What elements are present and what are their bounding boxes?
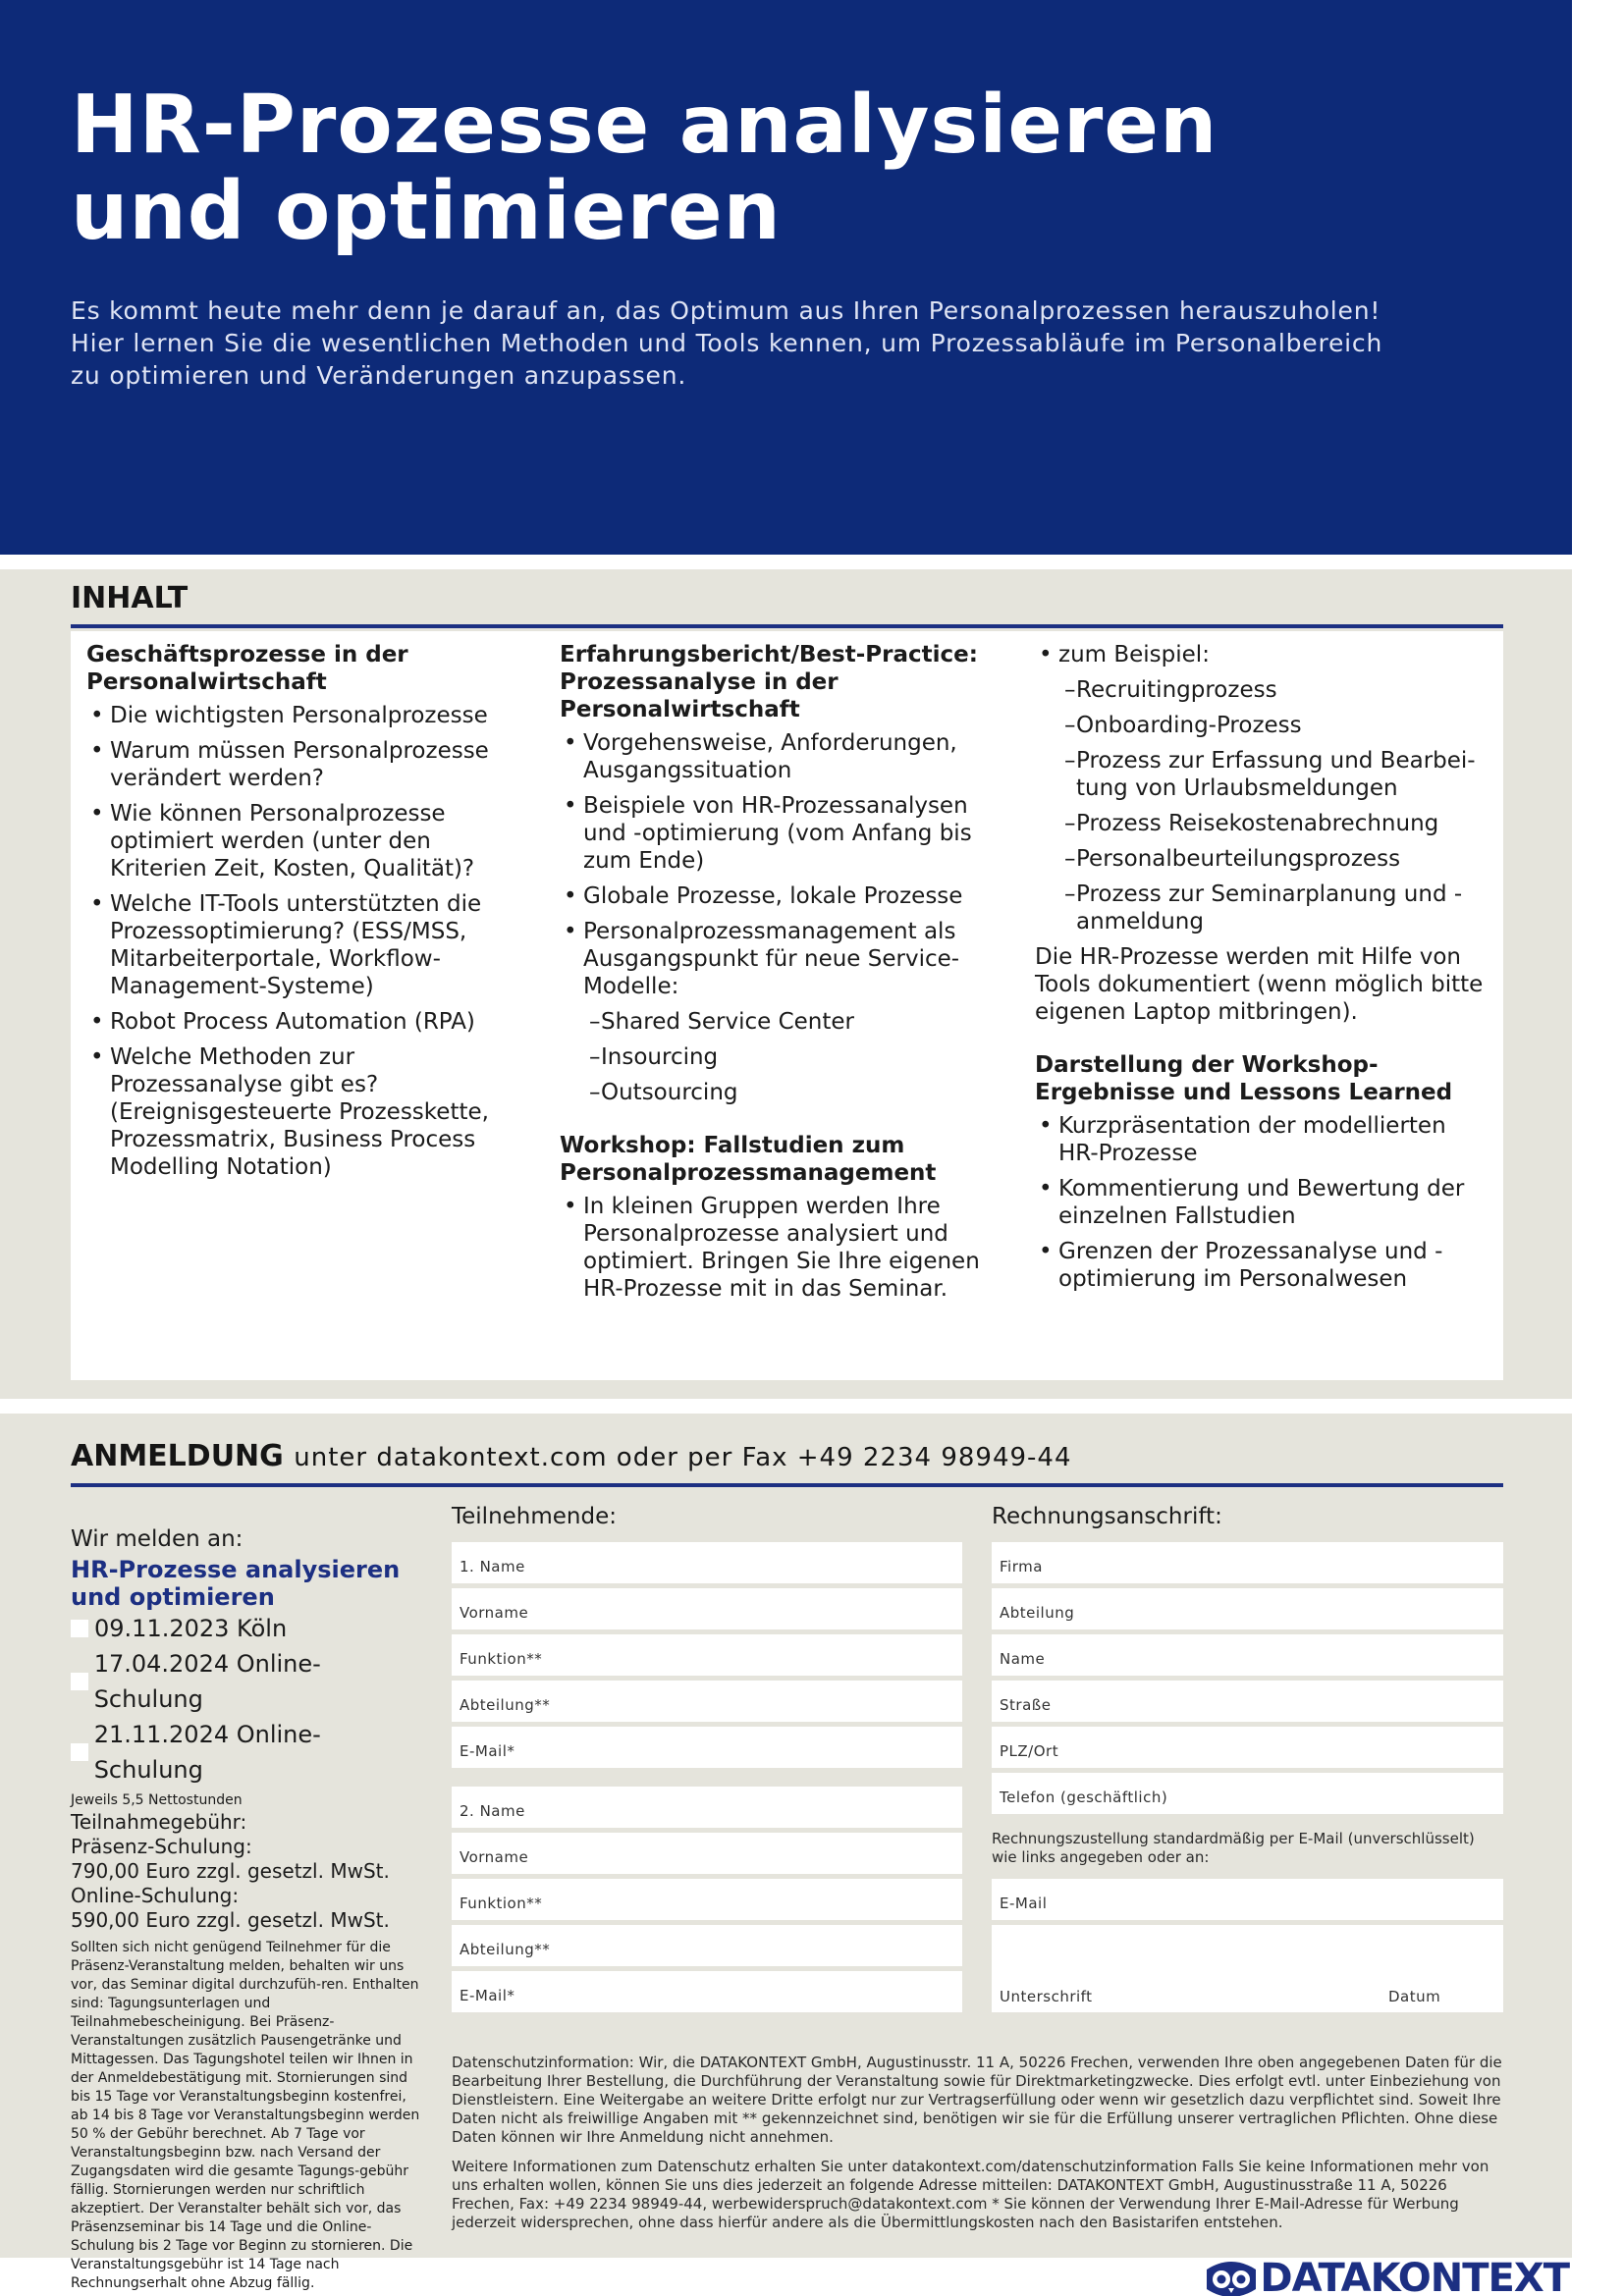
checkbox[interactable]	[71, 1743, 88, 1761]
list-item: • Robot Process Automation (RPA)	[86, 1008, 528, 1036]
fee-label: Teilnahmegebühr:	[71, 1810, 247, 1834]
content-column-3	[1035, 641, 1487, 1301]
content-divider	[71, 624, 1503, 628]
list-item: • Die wichtigsten Personalprozesse	[86, 702, 528, 729]
title-line-1: HR-Prozesse analysieren	[71, 79, 1218, 172]
page-title	[71, 79, 1218, 258]
list-item: • Kommentierung und Bewertung der einzelnen Fallstudien	[1035, 1175, 1487, 1230]
sub-list-item: – Prozess zur Seminarplanung und -anmeldung	[1035, 881, 1487, 935]
list-item: • Vorgehensweise, Anforderungen, Ausgangssituation	[560, 729, 992, 784]
participants-label: Teilnehmende:	[452, 1504, 618, 1529]
registration-course-column	[71, 1526, 424, 2293]
sub-list-item: – Recruitingprozess	[1035, 676, 1487, 704]
participant1-department-field[interactable]: Abteilung**	[452, 1681, 962, 1722]
list-item: • Grenzen der Prozessanalyse und -optimierung im Personalwesen	[1035, 1238, 1487, 1293]
billing-email-note: Rechnungszustellung standardmäßig per E-Mail (unverschlüsselt) wie links angegeben oder an:	[992, 1830, 1475, 1866]
col1-list	[86, 702, 528, 1181]
signature-label: Unterschrift	[1000, 1988, 1093, 2005]
registration-subtitle: unter datakontext.com oder per Fax +49 2234 98949-44	[294, 1443, 1072, 1472]
sub-list-item: – Onboarding-Prozess	[1035, 712, 1487, 739]
col1-heading: Geschäftsprozesse in der Personalwirtschaft	[86, 642, 408, 695]
list-item: • Wie können Personalprozesse optimiert werden (unter den Kriterien Zeit, Kosten, Qualität)?	[86, 800, 528, 882]
intro-line-2: Hier lernen Sie die wesentlichen Methoden und Tools kennen, um Prozessabläufe im Personalbereich	[71, 329, 1383, 357]
intro-line-1: Es kommt heute mehr denn je darauf an, das Optimum aus Ihren Personalprozessen herauszuholen!	[71, 296, 1381, 325]
participant1-function-field[interactable]: Funktion**	[452, 1634, 962, 1676]
billing-city-field[interactable]: PLZ/Ort	[992, 1727, 1503, 1768]
sub-list-item: – Insourcing	[560, 1043, 992, 1071]
col3-list	[1035, 641, 1487, 935]
privacy-text: Datenschutzinformation: Wir, die DATAKONTEXT GmbH, Augustinusstr. 11 A, 50226 Frechen, verwenden Ihre oben angegebenen Daten für die Bearbeitung Ihrer Bestellung, die Durchführung der Veranstaltung sowie für Direktmarketingzwecke. Dies erfolgt evtl. unter Einbeziehung von Dienstleistern. Eine Weitergabe an weitere Dritte erfolgt nur zur Vertragserfüllung oder wenn wir gesetzlich dazu verpflichtet sind. Soweit Ihre Daten nicht als freiwillige Angaben mit ** gekennzeichnet sind, benötigen wir sie für die Erfüllung unserer vertraglichen Pflichten. Ohne diese Daten können wir Ihre Anmeldung nicht annehmen.	[452, 2054, 1502, 2146]
col2-list	[560, 729, 992, 1106]
privacy-text-2: Weitere Informationen zum Datenschutz erhalten Sie unter datakontext.com/datenschutzinformation Falls Sie keine Informationen mehr von uns erhalten wollen, können Sie uns dies jederzeit an folgende Adresse mitteilen: DATAKONTEXT GmbH, Augustinusstraße 11 A, 50226 Frechen, Fax: +49 2234 98949-44, werbewiderspruch@datakontext.com * Sie können der Verwendung Ihrer E-Mail-Adresse für Werbung jederzeit widersprechen, ohne dass hierfür andere als die Übermittlungskosten nach den Basistarifen entstehen.	[452, 2158, 1489, 2231]
sub-list-item: – Prozess Reisekostenabrechnung	[1035, 810, 1487, 837]
intro-text	[71, 294, 1445, 392]
billing-label: Rechnungsanschrift:	[992, 1504, 1222, 1529]
registration-title: ANMELDUNG	[71, 1439, 284, 1473]
list-item: • Personalprozessmanagement als Ausgangspunkt für neue Service-Modelle:	[560, 918, 992, 1000]
content-column-1	[86, 641, 528, 1189]
sub-list-item: – Shared Service Center	[560, 1008, 992, 1036]
signature-field[interactable]	[992, 1925, 1503, 2012]
list-item: • Beispiele von HR-Prozessanalysen und -optimierung (vom Anfang bis zum Ende)	[560, 792, 992, 875]
date-option-label: 17.04.2024 Online-Schulung	[93, 1650, 321, 1713]
list-item: • Kurzpräsentation der modellierten HR-Prozesse	[1035, 1112, 1487, 1167]
registration-heading	[71, 1439, 1072, 1473]
col2-heading-2: Workshop: Fallstudien zum Personalprozessmanagement	[560, 1133, 937, 1186]
list-item: • zum Beispiel:	[1035, 641, 1487, 668]
registration-divider	[71, 1483, 1503, 1487]
checkbox[interactable]	[71, 1673, 88, 1690]
list-item: • In kleinen Gruppen werden Ihre Personalprozesse analysiert und optimiert. Bringen Sie Ihre eigenen HR-Prozesse mit in das Seminar.	[560, 1193, 992, 1303]
billing-email-field[interactable]: E-Mail	[992, 1879, 1503, 1920]
participant2-name-field[interactable]: 2. Name	[452, 1787, 962, 1828]
sub-list-item: – Prozess zur Erfassung und Bearbei-tung von Urlaubsmeldungen	[1035, 747, 1487, 802]
date-option-label: 21.11.2024 Online-Schulung	[93, 1721, 321, 1784]
datakontext-logo	[1203, 2256, 1569, 2296]
duration-note: Jeweils 5,5 Nettostunden	[71, 1792, 243, 1808]
fee-online-value: 590,00 Euro zzgl. gesetzl. MwSt.	[71, 1908, 390, 1932]
participant1-email-field[interactable]: E-Mail*	[452, 1727, 962, 1768]
col2-list-2	[560, 1193, 992, 1303]
we-register-label: Wir melden an:	[71, 1526, 244, 1552]
list-item: • Warum müssen Personalprozesse verändert werden?	[86, 737, 528, 792]
billing-department-field[interactable]: Abteilung	[992, 1588, 1503, 1629]
terms-text: Sollten sich nicht genügend Teilnehmer für die Präsenz-Veranstaltung melden, behalten wir uns vor, das Seminar digital durchzufüh-ren. Enthalten sind: Tagungsunterlagen und Teilnahmebescheinigung. Bei Präsenz-Veranstaltungen zusätzlich Pausengetränke und Mittagessen. Das Tagungshotel teilen wir Ihnen in der Anmeldebestätigung mit. Stornierungen sind bis 15 Tage vor Veranstaltungsbeginn kostenfrei, ab 14 bis 8 Tage vor Veranstaltungsbeginn werden 50 % der Gebühr berechnet. Ab 7 Tage vor Veranstaltungsbeginn bzw. nach Versand der Zugangsdaten wird die gesamte Tagungs-gebühr fällig. Stornierungen werden nur schriftlich akzeptiert. Der Veranstalter behält sich vor, das Präsenzseminar bis 14 Tage und die Online-Schulung bis 2 Tage vor Beginn zu stornieren. Die Veranstaltungsgebühr ist 14 Tage nach Rechnungserhalt ohne Abzug fällig.	[71, 1940, 420, 2291]
content-box	[71, 631, 1503, 1380]
participant1-firstname-field[interactable]: Vorname	[452, 1588, 962, 1629]
participant2-function-field[interactable]: Funktion**	[452, 1879, 962, 1920]
logo-wordmark: DATAKONTEXT	[1260, 2256, 1569, 2296]
sub-list-item: – Outsourcing	[560, 1079, 992, 1106]
intro-line-3: zu optimieren und Veränderungen anzupassen.	[71, 361, 687, 390]
col3-heading-2: Darstellung der Workshop-Ergebnisse und Lessons Learned	[1035, 1052, 1453, 1105]
date-label: Datum	[1388, 1988, 1441, 2005]
col2-heading: Erfahrungsbericht/Best-Practice: Prozessanalyse in der Personalwirtschaft	[560, 642, 978, 722]
list-item: • Welche Methoden zur Prozessanalyse gibt es? (Ereignisgesteuerte Prozesskette, Prozessmatrix, Business Process Modelling Notation)	[86, 1043, 528, 1181]
participant2-department-field[interactable]: Abteilung**	[452, 1925, 962, 1966]
billing-company-field[interactable]: Firma	[992, 1542, 1503, 1583]
course-title: HR-Prozesse analysieren und optimieren	[71, 1556, 401, 1611]
billing-name-field[interactable]: Name	[992, 1634, 1503, 1676]
date-option-label: 09.11.2023 Köln	[94, 1615, 288, 1642]
list-item: • Globale Prozesse, lokale Prozesse	[560, 882, 992, 910]
content-column-2	[560, 641, 992, 1310]
billing-street-field[interactable]: Straße	[992, 1681, 1503, 1722]
title-line-2: und optimieren	[71, 165, 782, 258]
fee-presence-value: 790,00 Euro zzgl. gesetzl. MwSt.	[71, 1859, 390, 1883]
billing-phone-field[interactable]: Telefon (geschäftlich)	[992, 1773, 1503, 1814]
col3-list-2	[1035, 1112, 1487, 1293]
sub-list-item: – Personalbeurteilungsprozess	[1035, 845, 1487, 873]
col3-paragraph: Die HR-Prozesse werden mit Hilfe von Tools dokumentiert (wenn möglich bitte eigenen Laptop mitbringen).	[1035, 944, 1484, 1025]
participant2-email-field[interactable]: E-Mail*	[452, 1971, 962, 2012]
checkbox[interactable]	[71, 1620, 88, 1637]
fee-presence-label: Präsenz-Schulung:	[71, 1835, 252, 1858]
participant2-firstname-field[interactable]: Vorname	[452, 1833, 962, 1874]
participant1-name-field[interactable]: 1. Name	[452, 1542, 962, 1583]
fee-online-label: Online-Schulung:	[71, 1884, 240, 1907]
content-heading: INHALT	[71, 581, 189, 615]
header-banner	[0, 0, 1572, 555]
date-option[interactable]	[71, 1646, 424, 1717]
date-option[interactable]	[71, 1611, 424, 1646]
owl-icon	[1203, 2256, 1260, 2296]
date-option[interactable]	[71, 1717, 424, 1788]
list-item: • Welche IT-Tools unterstützten die Prozessoptimierung? (ESS/MSS, Mitarbeiterportale, Workflow-Management-Systeme)	[86, 890, 528, 1000]
